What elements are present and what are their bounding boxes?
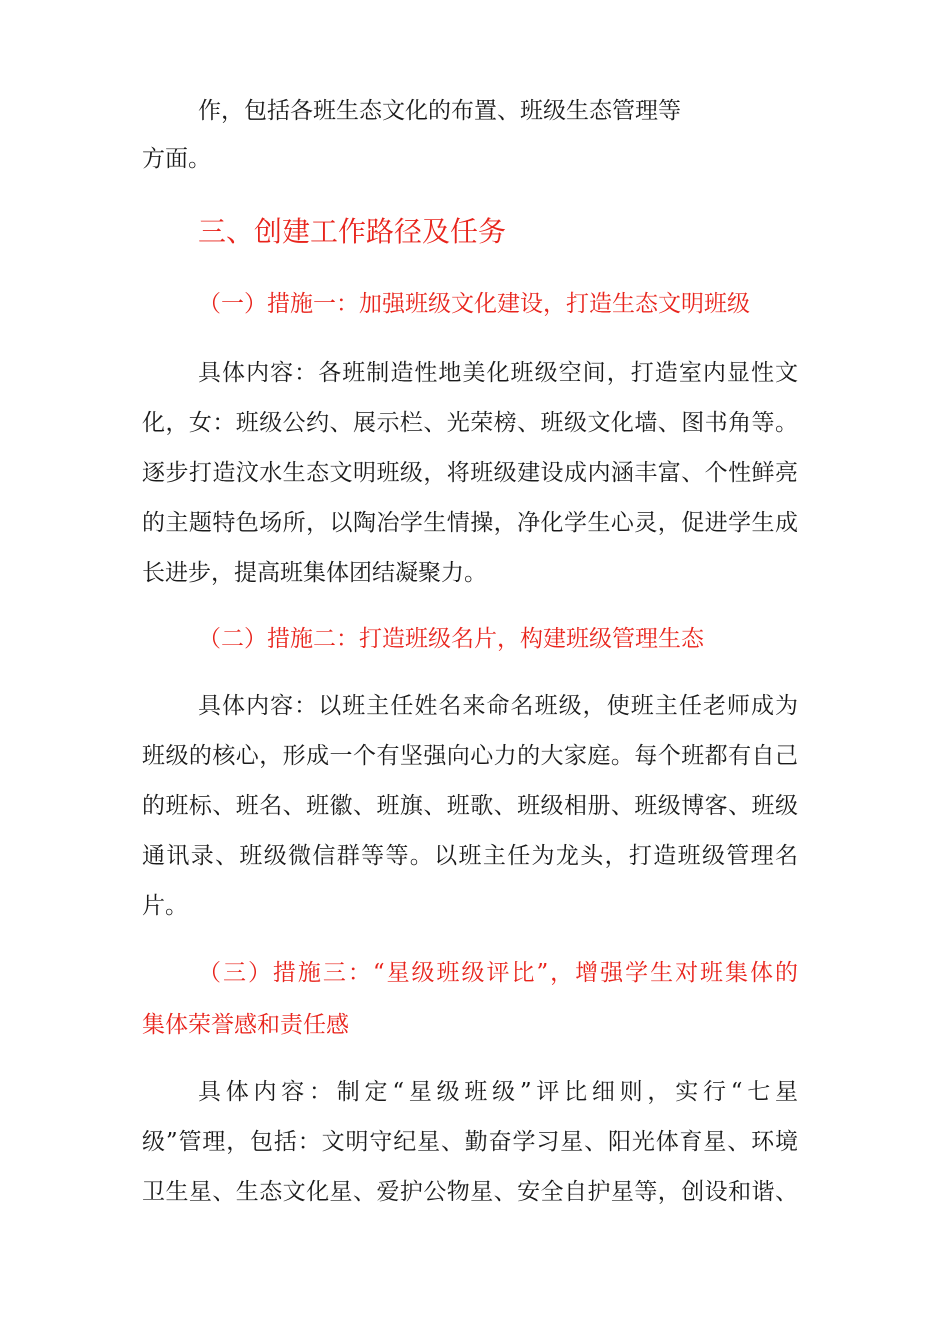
paragraph-line: 级”管理，包括：文明守纪星、勤奋学习星、阳光体育星、环境 [142, 1129, 798, 1155]
paragraph-line: 的班标、班名、班徽、班旗、班歌、班级相册、班级博客、班级 [142, 793, 798, 819]
paragraph-line: 化，女：班级公约、展示栏、光荣榜、班级文化墙、图书角等。 [142, 410, 798, 436]
paragraph-line: 具体内容：以班主任姓名来命名班级，使班主任老师成为 [198, 693, 798, 719]
subsection-heading: （二）措施二：打造班级名片，构建班级管理生态 [198, 626, 704, 652]
paragraph-line: 具体内容：各班制造性地美化班级空间，打造室内显性文 [198, 360, 798, 386]
paragraph-line: 的主题特色场所，以陶冶学生情操，净化学生心灵，促进学生成 [142, 510, 798, 536]
paragraph-line: 具体内容：制定“星级班级”评比细则，实行“七星 [198, 1079, 798, 1105]
section-heading: 三、创建工作路径及任务 [198, 215, 507, 248]
subsection-heading: （三）措施三：“星级班级评比”，增强学生对班集体的 [198, 960, 798, 986]
paragraph-line: 作，包括各班生态文化的布置、班级生态管理等 [198, 98, 681, 124]
paragraph-line: 片。 [142, 893, 188, 919]
paragraph-line: 卫生星、生态文化星、爱护公物星、安全自护星等，创设和谐、 [142, 1179, 798, 1205]
paragraph-line: 长进步，提高班集体团结凝聚力。 [142, 560, 487, 586]
paragraph-line: 逐步打造汶水生态文明班级，将班级建设成内涵丰富、个性鲜亮 [142, 460, 798, 486]
paragraph-line: 方面。 [142, 146, 211, 172]
subsection-heading: （一）措施一：加强班级文化建设，打造生态文明班级 [198, 291, 750, 317]
paragraph-line: 通讯录、班级微信群等等。以班主任为龙头，打造班级管理名 [142, 843, 798, 869]
subsection-heading-continued: 集体荣誉感和责任感 [142, 1012, 349, 1038]
paragraph-line: 班级的核心，形成一个有坚强向心力的大家庭。每个班都有自己 [142, 743, 798, 769]
